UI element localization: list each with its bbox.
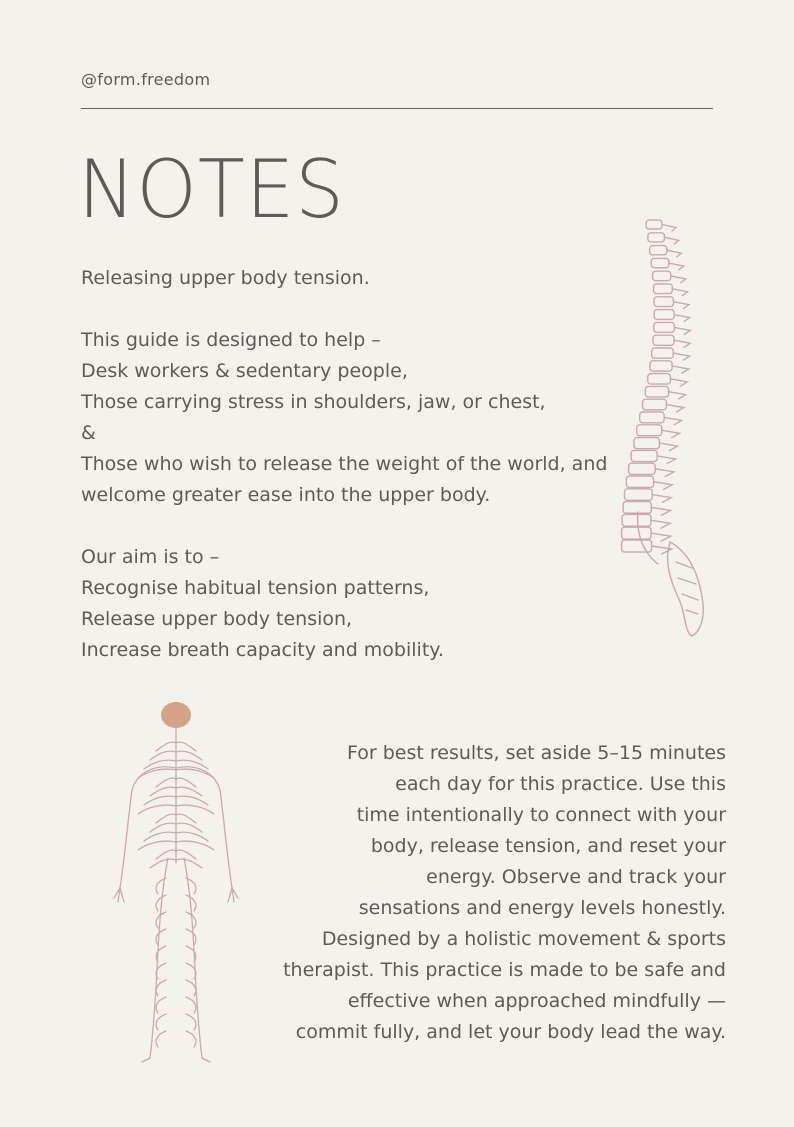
brand-handle: @form.freedom (81, 70, 211, 89)
page-title: NOTES (78, 143, 345, 236)
intro-section (81, 263, 607, 666)
practice-line: Designed by a holistic movement & sports (321, 928, 726, 950)
aim-line: Recognise habitual tension patterns, (81, 577, 430, 599)
guide-line: Desk workers & sedentary people, (81, 360, 408, 382)
practice-line: time intentionally to connect with your (356, 804, 726, 826)
guide-line: welcome greater ease into the upper body. (81, 484, 491, 506)
practice-line: energy. Observe and track your (426, 866, 726, 888)
practice-line: commit fully, and let your body lead the way. (295, 1021, 726, 1043)
guide-line: Those carrying stress in shoulders, jaw, or chest, (81, 391, 546, 413)
practice-line: sensations and energy levels honestly. (358, 897, 726, 919)
aim-line: Increase breath capacity and mobility. (81, 639, 444, 661)
intro-subtitle: Releasing upper body tension. (81, 267, 370, 289)
guide-line: Those who wish to release the weight of the world, and (81, 453, 608, 475)
practice-line: body, release tension, and reset your (370, 835, 726, 857)
practice-section (262, 738, 726, 1048)
practice-line: therapist. This practice is made to be safe and (283, 959, 726, 981)
practice-line: each day for this practice. Use this (395, 773, 726, 795)
practice-line: effective when approached mindfully — (347, 990, 726, 1012)
brain-icon (161, 702, 191, 728)
guide-line: This guide is designed to help – (81, 329, 381, 351)
guide-line: & (81, 422, 96, 444)
spine-illustration (618, 212, 718, 642)
nervous-system-illustration (108, 698, 248, 1063)
header-divider (81, 108, 713, 109)
aim-line: Our aim is to – (81, 546, 220, 568)
practice-line: For best results, set aside 5–15 minutes (347, 742, 726, 764)
aim-line: Release upper body tension, (81, 608, 353, 630)
